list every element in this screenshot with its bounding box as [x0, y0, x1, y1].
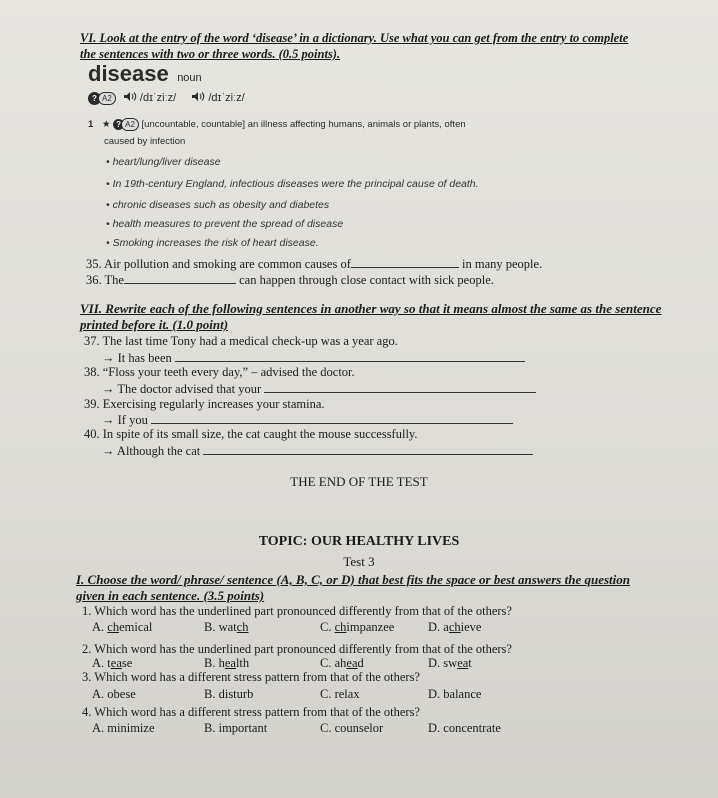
question-35: 35. Air pollution and smoking are common causes of in many people. [86, 257, 543, 271]
answer-option[interactable]: A. tease [92, 656, 133, 670]
answer-option[interactable]: C. ahead [320, 656, 364, 670]
definition-line1: [uncountable, countable] an illness affecting humans, animals or plants, often [141, 119, 466, 131]
question-4: 4. Which word has a different stress pattern from that of the others? [82, 705, 420, 719]
answer-option[interactable]: C. relax [320, 687, 360, 701]
answer-blank[interactable] [264, 381, 536, 393]
answer-blank[interactable] [351, 256, 459, 268]
rewrite-line-39: → If you [102, 412, 513, 428]
example-sentence: • heart/lung/liver disease [106, 156, 221, 168]
question-37: 37. The last time Tony had a medical check-up was a year ago. [84, 334, 398, 348]
answer-option[interactable]: B. health [204, 656, 250, 670]
star-icon: ★ [101, 119, 111, 131]
answer-option[interactable]: B. disturb [204, 687, 254, 701]
sense-row [88, 118, 466, 131]
section1-instruction: I. Choose the word/ phrase/ sentence (A, B, C, or D) that best fits the space or best answers the question [76, 572, 630, 587]
oxford-level-icon: ? [113, 119, 124, 130]
topic-title: TOPIC: OUR HEALTHY LIVES [258, 534, 460, 549]
answer-option[interactable]: A. obese [92, 687, 136, 701]
answer-blank[interactable] [124, 272, 236, 284]
example-sentence: • chronic diseases such as obesity and diabetes [106, 199, 330, 211]
part-of-speech: noun [177, 72, 202, 84]
section7-instruction: VII. Rewrite each of the following sentences in another way so that it means almost the same as the sentence [80, 301, 662, 316]
example-sentence: • health measures to prevent the spread of disease [106, 218, 344, 230]
answer-option[interactable]: D. achieve [428, 620, 482, 634]
section6-instruction-line2: the sentences with two or three words. (0.5 points). [80, 47, 341, 61]
example-sentence: • In 19th-century England, infectious diseases were the principal cause of death. [106, 178, 479, 190]
oxford-level-icon: ? [88, 92, 101, 105]
answer-option[interactable]: C. counselor [320, 721, 384, 735]
pronunciation-row [88, 91, 245, 105]
speaker-icon[interactable] [191, 91, 205, 105]
answer-blank[interactable] [151, 412, 513, 424]
dictionary-headword-row [88, 61, 202, 87]
question-1: 1. Which word has the underlined part pronounced differently from that of the others? [82, 604, 512, 618]
sense-level-badge: A2 [121, 118, 139, 131]
answer-option[interactable]: A. chemical [92, 620, 153, 634]
rewrite-line-38: → The doctor advised that your [102, 381, 536, 397]
section7-instruction-line2: printed before it. (1.0 point) [80, 317, 229, 332]
answer-option[interactable]: D. balance [428, 687, 482, 701]
end-of-test-label: THE END OF THE TEST [290, 474, 428, 489]
question-2: 2. Which word has the underlined part pronounced differently from that of the others? [82, 642, 512, 656]
question-39: 39. Exercising regularly increases your stamina. [84, 397, 325, 411]
answer-option[interactable]: D. sweat [428, 656, 472, 670]
answer-option[interactable]: D. concentrate [428, 721, 501, 735]
answer-option[interactable]: B. watch [204, 620, 249, 634]
answer-blank[interactable] [203, 443, 533, 455]
speaker-icon[interactable] [123, 91, 137, 105]
level-badge: A2 [98, 92, 116, 105]
answer-blank[interactable] [175, 350, 525, 362]
definition-line2: caused by infection [104, 136, 186, 147]
pronunciation-us: /dɪˈziːz/ [208, 91, 245, 104]
test-number: Test 3 [343, 554, 375, 569]
rewrite-line-37: → It has been [102, 350, 525, 366]
answer-option[interactable]: C. chimpanzee [320, 620, 395, 634]
question-38: 38. “Floss your teeth every day,” – advised the doctor. [84, 365, 355, 379]
answer-option[interactable]: A. minimize [92, 721, 155, 735]
sense-number: 1 [88, 119, 94, 131]
rewrite-line-40: → Although the cat [102, 443, 533, 459]
section1-instruction-line2: given in each sentence. (3.5 points) [76, 588, 265, 603]
headword: disease [88, 61, 169, 86]
section6-instruction: VI. Look at the entry of the word ‘disease’ in a dictionary. Use what you can get from the entry to complete [80, 31, 629, 45]
question-40: 40. In spite of its small size, the cat caught the mouse successfully. [84, 427, 418, 441]
question-3: 3. Which word has a different stress pattern from that of the others? [82, 670, 420, 684]
answer-option[interactable]: B. important [204, 721, 268, 735]
question-36: 36. The can happen through close contact with sick people. [86, 273, 494, 287]
pronunciation-uk: /dɪˈziːz/ [139, 91, 177, 104]
example-sentence: • Smoking increases the risk of heart disease. [106, 237, 319, 249]
